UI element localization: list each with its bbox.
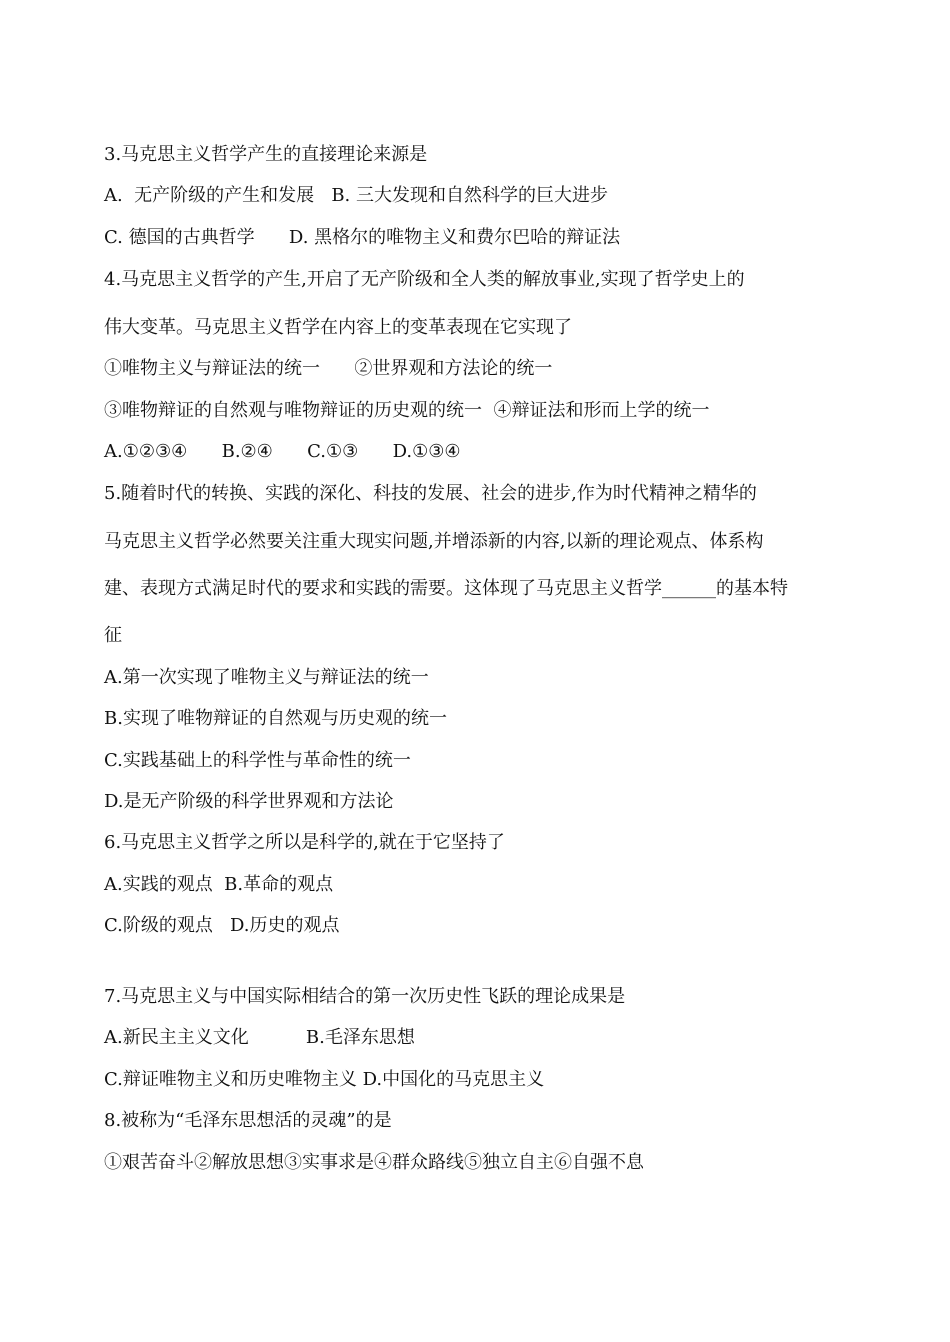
question-5-option-d: D.是无产阶级的科学世界观和方法论	[104, 791, 394, 812]
question-5-option-c: C.实践基础上的科学性与革命性的统一	[104, 750, 411, 771]
question-3-options-cd: C. 德国的古典哲学 D. 黑格尔的唯物主义和费尔巴哈的辩证法	[104, 227, 621, 248]
question-7-stem: 7.马克思主义与中国实际相结合的第一次历史性飞跃的理论成果是	[104, 986, 626, 1007]
question-5-stem-line-3: 建、表现方式满足时代的要求和实践的需要。这体现了马克思主义哲学______的基本特	[104, 578, 788, 599]
question-5-stem-line-2: 马克思主义哲学必然要关注重大现实问题,并增添新的内容,以新的理论观点、体系构	[104, 531, 764, 552]
question-4-items-line-2: ③唯物辩证的自然观与唯物辩证的历史观的统一 ④辩证法和形而上学的统一	[104, 400, 710, 421]
question-4-options: A.①②③④ B.②④ C.①③ D.①③④	[104, 441, 461, 462]
question-5-option-b: B.实现了唯物辩证的自然观与历史观的统一	[104, 708, 447, 729]
question-4-items-line-1: ①唯物主义与辩证法的统一 ②世界观和方法论的统一	[104, 358, 553, 379]
question-6-stem: 6.马克思主义哲学之所以是科学的,就在于它坚持了	[104, 832, 505, 853]
question-8-stem: 8.被称为“毛泽东思想活的灵魂”的是	[104, 1110, 392, 1131]
question-3-options-ab: A. 无产阶级的产生和发展 B. 三大发现和自然科学的巨大进步	[104, 185, 608, 206]
question-6-options-ab: A.实践的观点 B.革命的观点	[104, 874, 334, 895]
question-5-stem-line-4: 征	[104, 625, 122, 646]
question-5-option-a: A.第一次实现了唯物主义与辩证法的统一	[104, 667, 429, 688]
question-4-stem-line-1: 4.马克思主义哲学的产生,开启了无产阶级和全人类的解放事业,实现了哲学史上的	[104, 269, 745, 290]
question-6-options-cd: C.阶级的观点 D.历史的观点	[104, 915, 340, 936]
question-7-options-ab: A.新民主主义文化 B.毛泽东思想	[104, 1027, 415, 1048]
question-7-options-cd: C.辩证唯物主义和历史唯物主义 D.中国化的马克思主义	[104, 1069, 545, 1090]
question-5-stem-line-1: 5.随着时代的转换、实践的深化、科技的发展、社会的进步,作为时代精神之精华的	[104, 483, 757, 504]
question-8-items: ①艰苦奋斗②解放思想③实事求是④群众路线⑤独立自主⑥自强不息	[104, 1152, 644, 1173]
question-4-stem-line-2: 伟大变革。马克思主义哲学在内容上的变革表现在它实现了	[104, 317, 572, 338]
question-3-stem: 3.马克思主义哲学产生的直接理论来源是	[104, 144, 428, 165]
